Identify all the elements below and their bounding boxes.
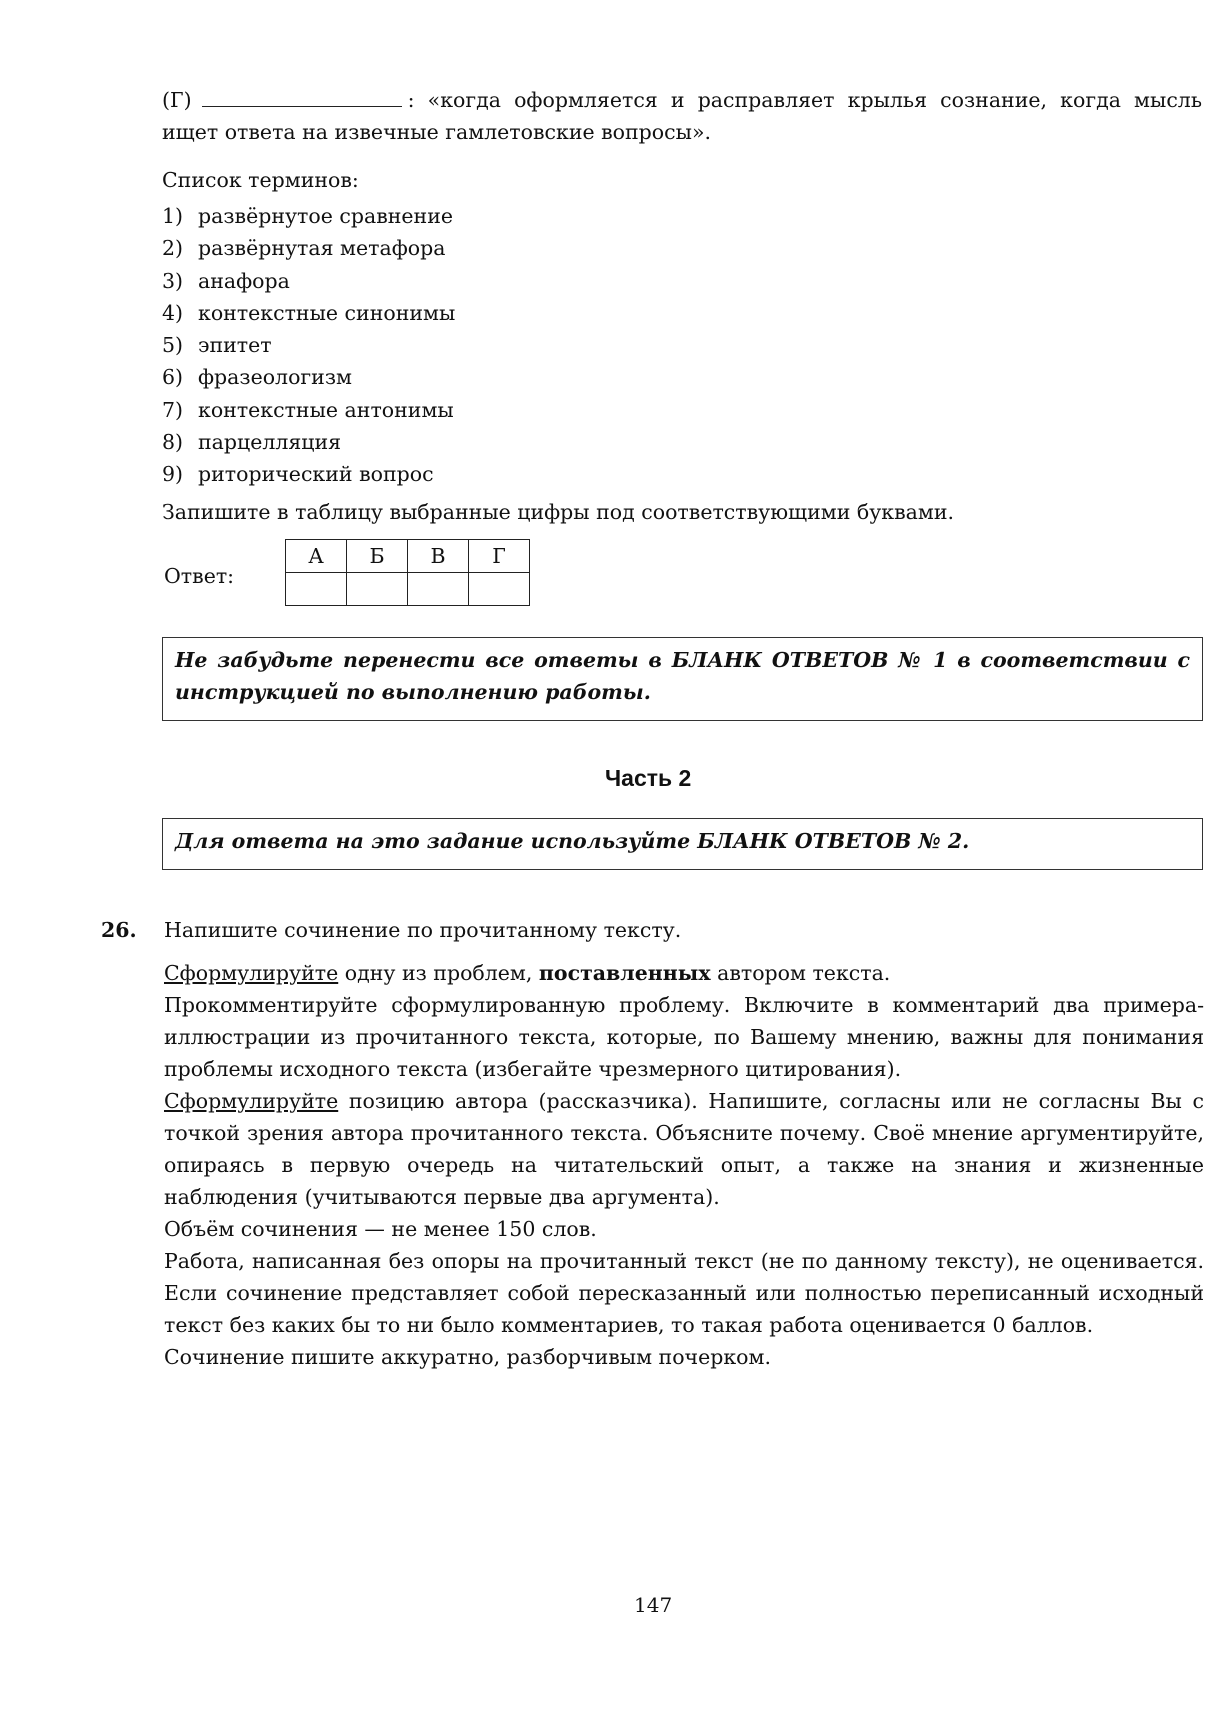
paragraph-2: Прокомментируйте сформулированную проблему. Включите в комментарий два примера-иллюстрации из прочитанного текста, которые, по Вашему мнению, важны для понимания проблемы исходного текста (избегайте чрезмерного цитирования). [164, 993, 1204, 1081]
answer-header: Б [347, 540, 408, 573]
answer-label: Ответ: [164, 564, 235, 588]
paragraph-3: Сформулируйте позицию автора (рассказчика). Напишите, согласны или не согласны Вы с точкой зрения автора прочитанного текста. Объясните почему. Своё мнение аргументируйте, опираясь в первую очередь на читательский опыт, а также на знания и жизненные наблюдения (учитываются первые два аргумента). [164, 1089, 1204, 1209]
term-item: 8) парцелляция [162, 430, 342, 455]
paragraph-6: Сочинение пишите аккуратно, разборчивым почерком. [164, 1345, 771, 1369]
answer-cell[interactable] [408, 573, 469, 606]
task-g-colon: : [407, 88, 415, 112]
terms-list [162, 200, 455, 491]
answer-cell[interactable] [347, 573, 408, 606]
answer-header: В [408, 540, 469, 573]
paragraph-1: Сформулируйте одну из проблем, поставленных автором текста. [164, 961, 891, 985]
term-item: 5) эпитет [162, 333, 272, 358]
notice-box-2: Для ответа на это задание используйте БЛАНК ОТВЕТОВ № 2. [162, 818, 1203, 870]
term-item: 9) риторический вопрос [162, 462, 434, 487]
task-body [164, 957, 1204, 1373]
term-item: 3) анафора [162, 268, 290, 293]
table-instruction: Запишите в таблицу выбранные цифры под соответствующими буквами. [162, 500, 955, 524]
notice-box-1: Не забудьте перенести все ответы в БЛАНК ОТВЕТОВ № 1 в соответствии с инструкцией по выполнению работы. [162, 637, 1203, 721]
answer-header: Г [469, 540, 530, 573]
task-g-text: «когда оформляется и расправляет крылья сознание, когда мысль ищет ответа на извечные гамлетовские вопросы». [162, 88, 1202, 144]
task-number: 26. [101, 918, 137, 942]
term-item: 2) развёрнутая метафора [162, 236, 446, 261]
page-number: 147 [634, 1593, 673, 1617]
answer-cell[interactable] [286, 573, 347, 606]
term-item: 7) контекстные антонимы [162, 397, 454, 422]
answer-blank [202, 86, 402, 107]
part-title: Часть 2 [605, 765, 692, 791]
task-g-label: (Г) [162, 88, 192, 112]
task-g [162, 84, 1202, 148]
term-item: 6) фразеологизм [162, 365, 352, 390]
paragraph-4: Объём сочинения — не менее 150 слов. [164, 1217, 597, 1241]
terms-heading: Список терминов: [162, 168, 359, 192]
answer-header: А [286, 540, 347, 573]
task-intro: Напишите сочинение по прочитанному тексту. [164, 918, 682, 942]
term-item: 4) контекстные синонимы [162, 300, 456, 325]
answer-cell[interactable] [469, 573, 530, 606]
answer-table [285, 539, 530, 606]
term-item: 1) развёрнутое сравнение [162, 204, 453, 228]
paragraph-5: Работа, написанная без опоры на прочитанный текст (не по данному тексту), не оценивается. Если сочинение представляет собой пересказанный или полностью переписанный исходный текст без каких бы то ни было комментариев, то такая работа оценивается 0 баллов. [164, 1249, 1204, 1337]
